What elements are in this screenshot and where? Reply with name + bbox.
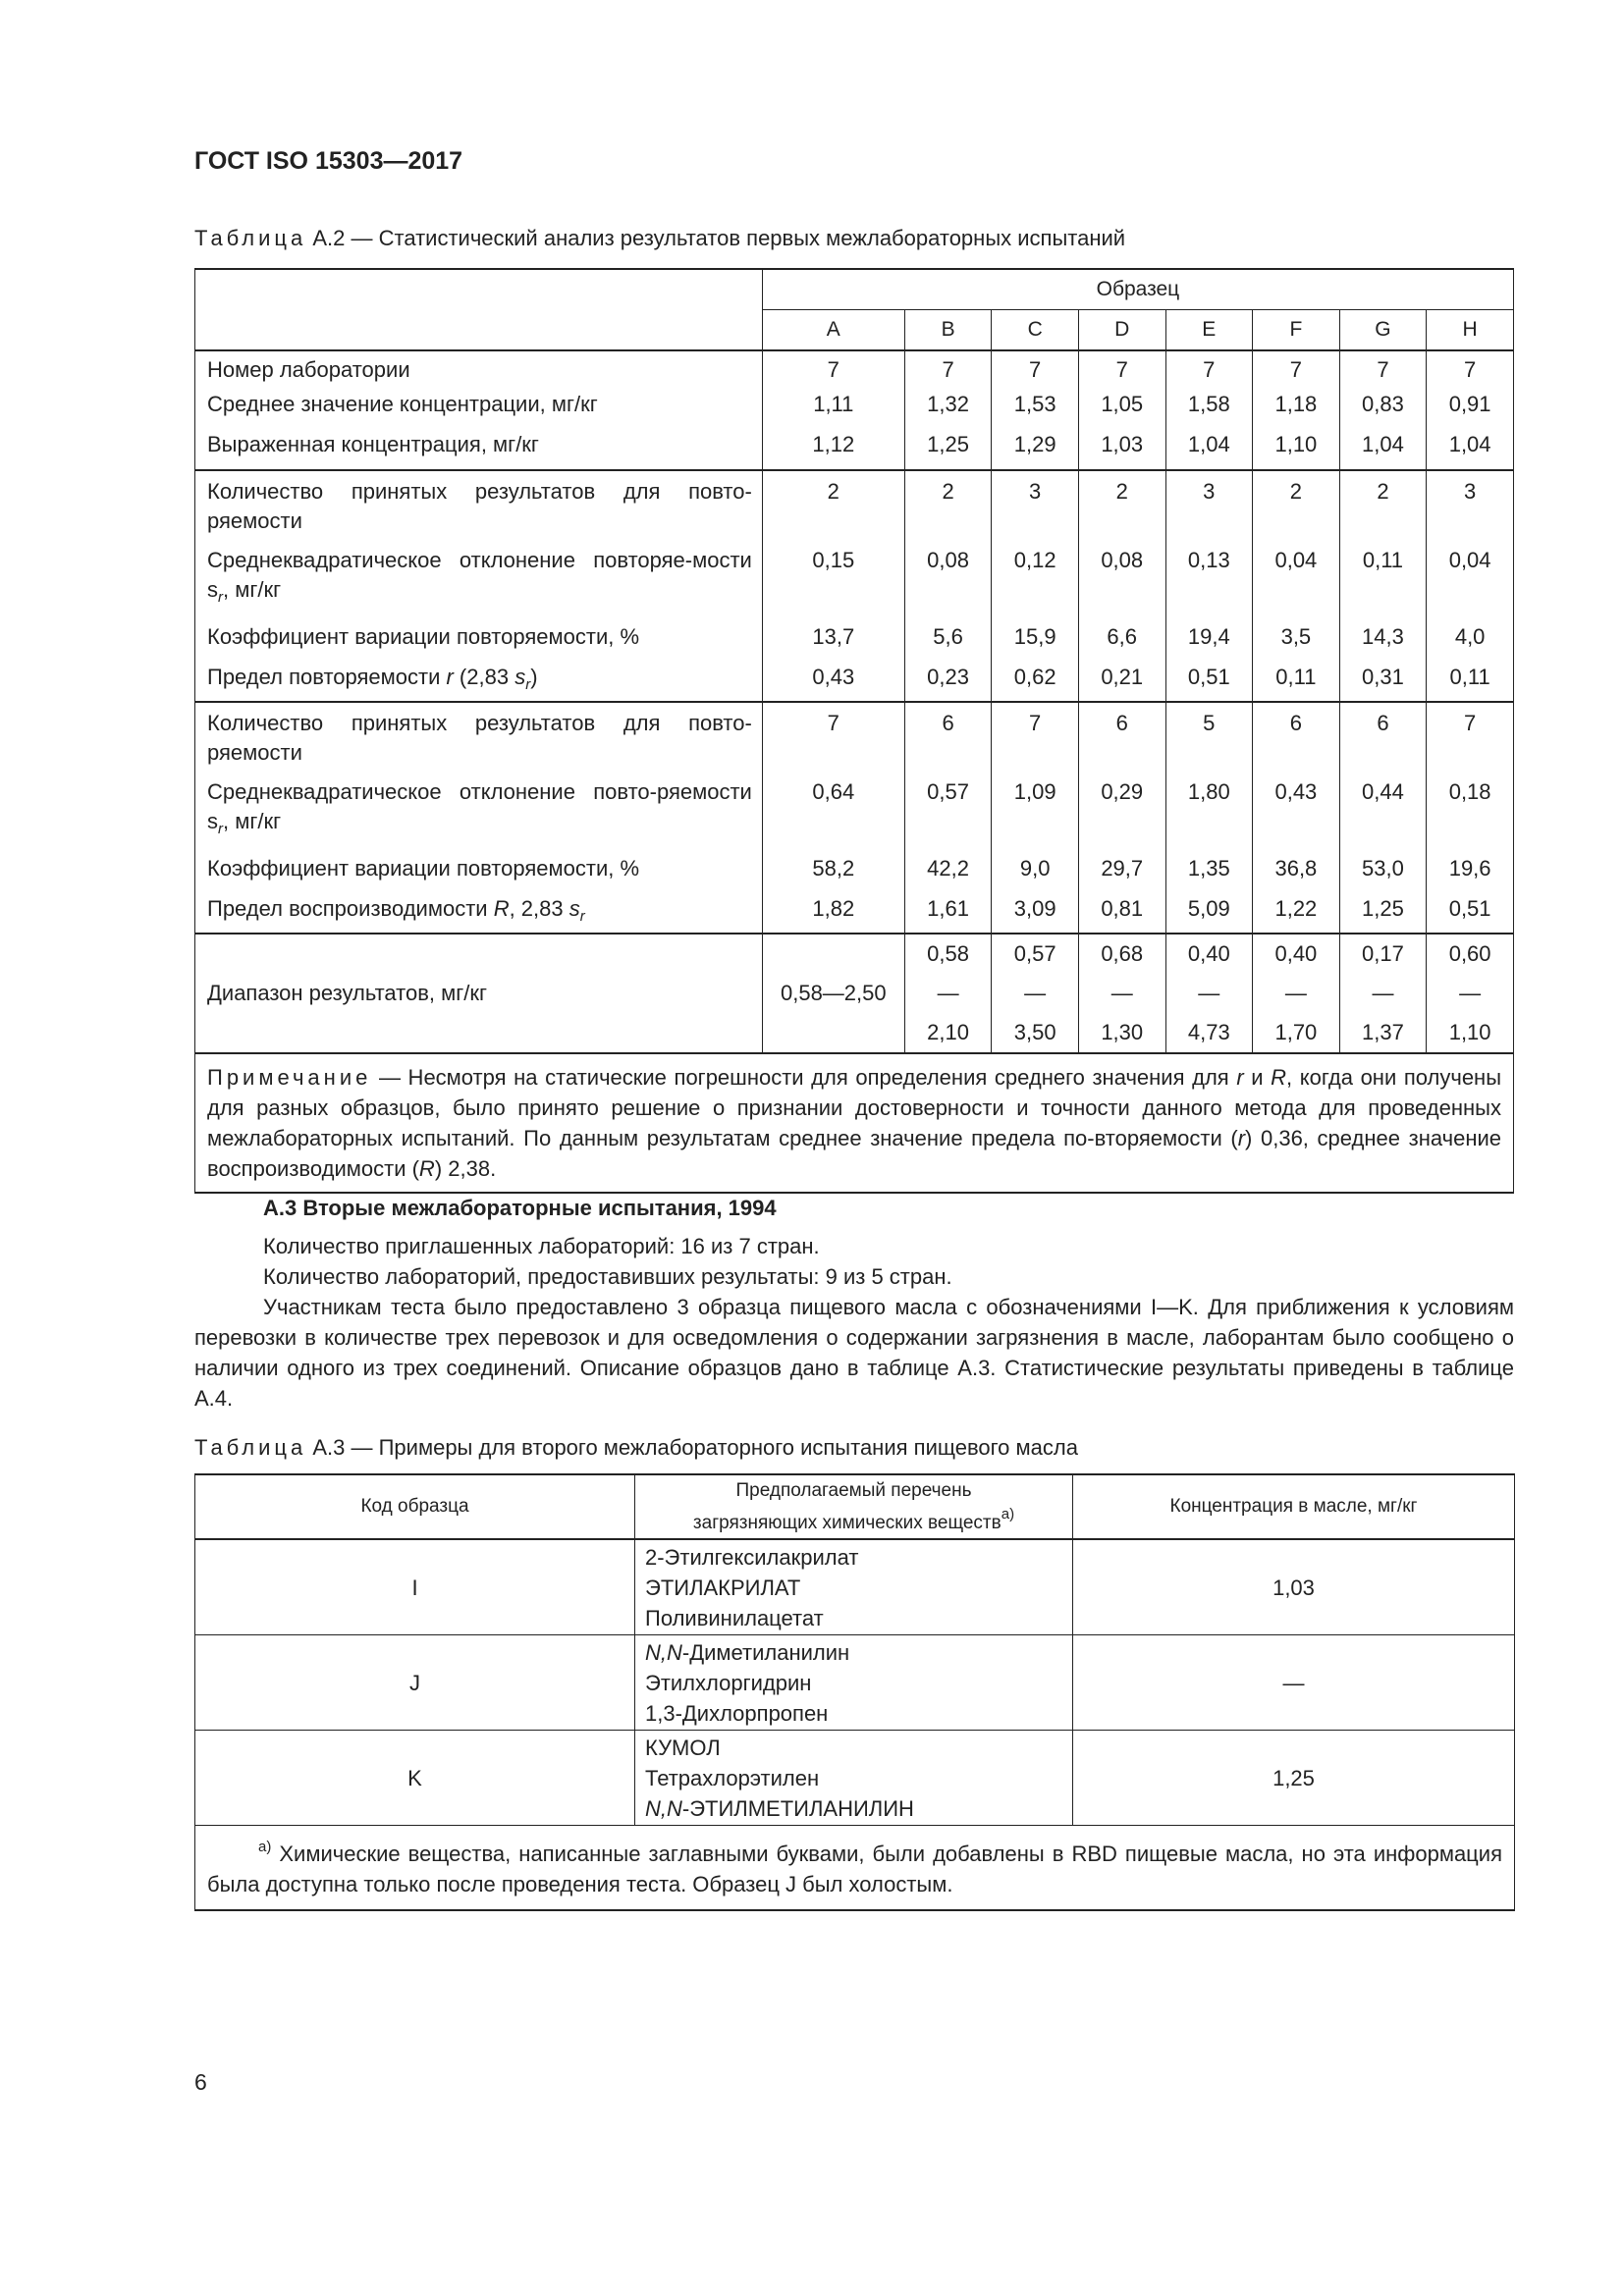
range-row-low: Диапазон результатов, мг/кг 0,58—2,50 0,58 0,57 0,68 0,40 0,40 0,17 0,60	[195, 934, 1514, 974]
concentration: 1,25	[1073, 1731, 1515, 1826]
column-header: H	[1427, 310, 1514, 351]
table-row: Предел повторяемости r (2,83 $s_r$) 0,43 0,23 0,62 0,21 0,51 0,11 0,31 0,11	[195, 663, 1514, 702]
sample-code: I	[195, 1539, 635, 1635]
column-header: G	[1339, 310, 1427, 351]
concentration: —	[1073, 1635, 1515, 1731]
table-row	[195, 1539, 1515, 1635]
row-label: Предел повторяемости r (2,83 $s_r$)	[195, 663, 763, 702]
page-number: 6	[194, 2069, 207, 2095]
row-label: Количество принятых результатов для повто-ряемости	[195, 470, 763, 546]
paragraph: Количество приглашенных лабораторий: 16 из 7 стран.	[263, 1234, 820, 1258]
column-header: Концентрация в масле, мг/кг	[1073, 1474, 1515, 1539]
row-label: Среднеквадратическое отклонение повторяе-мости $s_r$, мг/кг	[195, 546, 763, 622]
document-header: ГОСТ ISO 15303—2017	[194, 147, 463, 175]
column-header: E	[1165, 310, 1253, 351]
row-label: Коэффициент вариации повторяемости, %	[195, 854, 763, 894]
table-a3	[194, 1473, 1515, 1911]
table-row: Номер лаборатории 7 7 7 7 7 7 7 7	[195, 350, 1514, 390]
column-header: C	[992, 310, 1079, 351]
sample-code: J	[195, 1635, 635, 1731]
substance-list: 2-Этилгексилакрилат ЭТИЛАКРИЛАТ Поливинилацетат	[635, 1539, 1073, 1635]
row-label: Среднее значение концентрации, мг/кг	[195, 390, 763, 430]
row-label: Диапазон результатов, мг/кг	[195, 934, 763, 1053]
row-label: Коэффициент вариации повторяемости, %	[195, 622, 763, 663]
table-row	[195, 1731, 1515, 1826]
table-a2-note: Примечание — Несмотря на статические погрешности для определения среднего значения для r и R, когда они получены для разных образцов, было принято решение о признании достоверности и точности данного метода для проведенных межлабораторных испытаний. По данным результатам среднее значение предела по-вторяемости (r) 0,36, среднее значение воспроизводимости (R) 2,38.	[195, 1053, 1514, 1193]
range-row-high: 2,10 3,50 1,30 4,73 1,70 1,37 1,10	[195, 1013, 1514, 1053]
substance-list: КУМОЛ Тетрахлорэтилен N,N-ЭТИЛМЕТИЛАНИЛИН	[635, 1731, 1073, 1826]
table-a2-header-group	[195, 269, 1514, 310]
table-row: Количество принятых результатов для повто-ряемости 7 6 7 6 5 6 6 7	[195, 702, 1514, 777]
column-header: B	[904, 310, 992, 351]
concentration: 1,03	[1073, 1539, 1515, 1635]
column-header: D	[1078, 310, 1165, 351]
row-label: Количество принятых результатов для повто-ряемости	[195, 702, 763, 777]
table-row	[195, 1635, 1515, 1731]
table-a2	[194, 268, 1514, 1194]
row-label: Среднеквадратическое отклонение повто-ряемости $s_r$, мг/кг	[195, 777, 763, 854]
table-row: Предел воспроизводимости R, 2,83 $s_r$ 1,82 1,61 3,09 0,81 5,09 1,22 1,25 0,51	[195, 894, 1514, 934]
substance-list: N,N-Диметиланилин Этилхлоргидрин 1,3-Дихлорпропен	[635, 1635, 1073, 1731]
column-header: Предполагаемый перечень загрязняющих химических веществ$^{а)}$	[635, 1474, 1073, 1539]
row-label: Выраженная концентрация, мг/кг	[195, 430, 763, 470]
column-header: F	[1253, 310, 1340, 351]
sample-code: K	[195, 1731, 635, 1826]
paragraph: Количество лабораторий, предоставивших результаты: 9 из 5 стран.	[263, 1264, 952, 1289]
column-header: A	[762, 310, 904, 351]
table-a3-footnote: $^{а)}$ Химические вещества, написанные заглавными буквами, были добавлены в RBD пищевые масла, но эта информация была доступна только после проведения теста. Образец J был холостым.	[195, 1826, 1515, 1911]
table-row: Среднеквадратическое отклонение повторяе-мости $s_r$, мг/кг 0,15 0,08 0,12 0,08 0,13 0,04 0,11 0,04	[195, 546, 1514, 622]
row-label: Номер лаборатории	[195, 350, 763, 390]
table-row: Количество принятых результатов для повто-ряемости 2 2 3 2 3 2 2 3	[195, 470, 1514, 546]
range-row-dash: — — — — — — —	[195, 974, 1514, 1013]
table-row: Среднеквадратическое отклонение повто-ряемости $s_r$, мг/кг 0,64 0,57 1,09 0,29 1,80 0,43 0,44 0,18	[195, 777, 1514, 854]
table-a3-caption: Таблица А.3 — Примеры для второго межлабораторного испытания пищевого масла	[194, 1435, 1078, 1460]
section-a3-title: А.3 Вторые межлабораторные испытания, 1994	[263, 1196, 777, 1220]
range-overall: 0,58—2,50	[762, 934, 904, 1053]
table-row: Коэффициент вариации повторяемости, % 13,7 5,6 15,9 6,6 19,4 3,5 14,3 4,0	[195, 622, 1514, 663]
table-a2-caption: Таблица А.2 — Статистический анализ результатов первых межлабораторных испытаний	[194, 226, 1126, 250]
table-row: Коэффициент вариации повторяемости, % 58,2 42,2 9,0 29,7 1,35 36,8 53,0 19,6	[195, 854, 1514, 894]
row-label: Предел воспроизводимости R, 2,83 $s_r$	[195, 894, 763, 934]
column-header: Код образца	[195, 1474, 635, 1539]
sample-group-header: Образец	[762, 269, 1513, 310]
table-a3-header	[195, 1474, 1515, 1539]
table-row: Выраженная концентрация, мг/кг 1,12 1,25 1,29 1,03 1,04 1,10 1,04 1,04	[195, 430, 1514, 470]
section-a3-body	[194, 1231, 1514, 1414]
table-row: Среднее значение концентрации, мг/кг 1,11 1,32 1,53 1,05 1,58 1,18 0,83 0,91	[195, 390, 1514, 430]
paragraph: Участникам теста было предоставлено 3 образца пищевого масла с обозначениями I—K. Для приближения к условиям перевозки в количестве трех перевозок и для осведомления о содержании загрязнения в масле, лаборантам было сообщено о наличии одного из трех соединений. Описание образцов дано в таблице А.3. Статистические результаты приведены в таблице А.4.	[194, 1295, 1514, 1411]
